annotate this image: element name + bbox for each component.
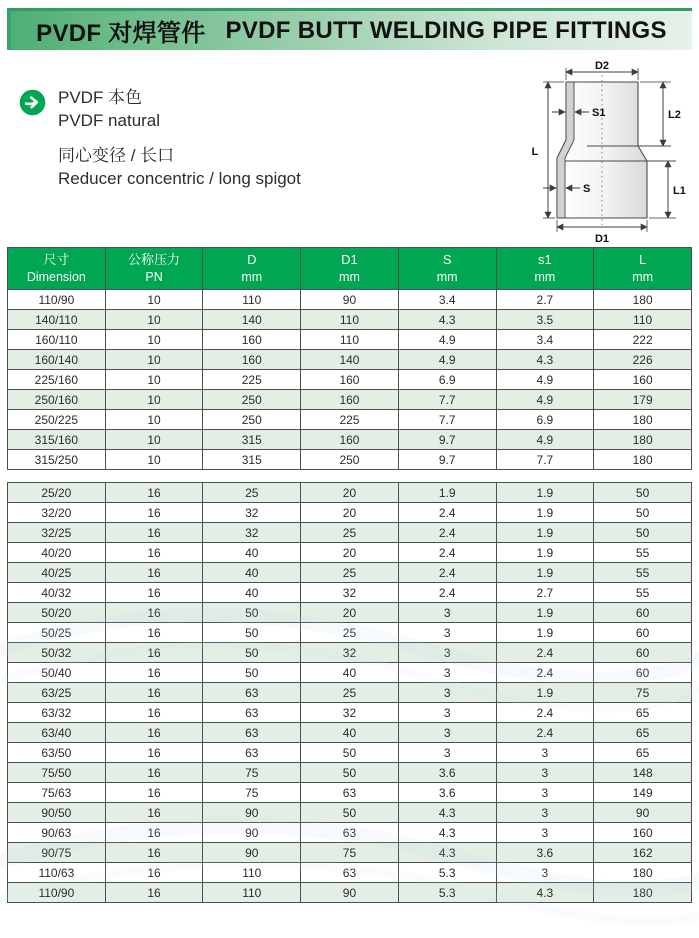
table-cell: 3.6 <box>398 783 496 803</box>
table-cell: 2.7 <box>496 583 594 603</box>
table-row <box>8 743 692 763</box>
table-cell: 10 <box>105 310 203 330</box>
table-cell: 10 <box>105 410 203 430</box>
table-cell: 55 <box>594 543 692 563</box>
table-cell: 40 <box>203 583 301 603</box>
table-row <box>8 823 692 843</box>
table-cell: 75/50 <box>8 763 106 783</box>
table-cell: 32/20 <box>8 503 106 523</box>
table-cell: 50/20 <box>8 603 106 623</box>
table-cell: 25 <box>301 623 399 643</box>
table-row <box>8 410 692 430</box>
dim-label-l1: L1 <box>673 185 686 197</box>
table-cell: 4.3 <box>398 823 496 843</box>
table-cell: 110 <box>594 310 692 330</box>
table-cell: 60 <box>594 623 692 643</box>
table-cell: 50 <box>203 603 301 623</box>
table-cell: 16 <box>105 703 203 723</box>
table-cell: 16 <box>105 643 203 663</box>
column-header-5: s1 mm <box>496 248 594 290</box>
product-intro-section <box>7 58 692 245</box>
table-cell: 3 <box>496 783 594 803</box>
table-cell: 4.3 <box>398 843 496 863</box>
table-cell: 315/160 <box>8 430 106 450</box>
table-row <box>8 290 692 310</box>
table-cell: 10 <box>105 430 203 450</box>
table-cell: 90 <box>203 843 301 863</box>
table-cell: 250/225 <box>8 410 106 430</box>
table-cell: 180 <box>594 290 692 310</box>
column-header-0: 尺寸 Dimension <box>8 248 106 290</box>
table-row <box>8 603 692 623</box>
table-cell: 3 <box>496 743 594 763</box>
table-cell: 250 <box>203 390 301 410</box>
table-cell: 63 <box>203 743 301 763</box>
table-cell: 4.3 <box>398 803 496 823</box>
table-row <box>8 430 692 450</box>
table-cell: 32 <box>301 703 399 723</box>
table-cell: 63 <box>301 823 399 843</box>
table-cell: 16 <box>105 663 203 683</box>
table-cell: 1.9 <box>398 483 496 503</box>
table-cell: 20 <box>301 543 399 563</box>
column-header-6: L mm <box>594 248 692 290</box>
table-cell: 160 <box>203 330 301 350</box>
column-header-4: S mm <box>398 248 496 290</box>
table-cell: 75/63 <box>8 783 106 803</box>
table-cell: 32 <box>203 503 301 523</box>
material-name-zh: PVDF 本色 <box>58 88 143 107</box>
table-cell: 162 <box>594 843 692 863</box>
table-cell: 65 <box>594 703 692 723</box>
table-cell: 16 <box>105 763 203 783</box>
table-cell: 110 <box>301 330 399 350</box>
table-row <box>8 643 692 663</box>
table-cell: 40 <box>203 563 301 583</box>
table-cell: 110 <box>203 290 301 310</box>
table-cell: 250 <box>301 450 399 470</box>
table-cell: 75 <box>203 783 301 803</box>
table-cell: 1.9 <box>496 503 594 523</box>
table-cell: 4.3 <box>496 350 594 370</box>
table-row <box>8 370 692 390</box>
table-row <box>8 783 692 803</box>
table-cell: 3 <box>496 863 594 883</box>
table-cell: 25 <box>203 483 301 503</box>
table-cell: 225 <box>301 410 399 430</box>
page-title-bar <box>7 8 692 50</box>
table-cell: 32 <box>301 583 399 603</box>
table-row <box>8 623 692 643</box>
table-cell: 16 <box>105 783 203 803</box>
table-cell: 4.3 <box>496 883 594 903</box>
table-cell: 3.5 <box>496 310 594 330</box>
table-cell: 4.9 <box>496 370 594 390</box>
table-row <box>8 663 692 683</box>
table-cell: 90/50 <box>8 803 106 823</box>
table-cell: 2.4 <box>398 583 496 603</box>
table-cell: 3 <box>398 603 496 623</box>
table-cell: 3.4 <box>398 290 496 310</box>
table-row <box>8 450 692 470</box>
table-cell: 140 <box>203 310 301 330</box>
table-row <box>8 310 692 330</box>
table-cell: 4.9 <box>398 350 496 370</box>
table-cell: 40/32 <box>8 583 106 603</box>
table-cell: 2.4 <box>496 703 594 723</box>
table-cell: 50/40 <box>8 663 106 683</box>
table-cell: 16 <box>105 483 203 503</box>
table-cell: 10 <box>105 370 203 390</box>
table-cell: 225/160 <box>8 370 106 390</box>
fitting-type-en: Reducer concentric / long spigot <box>58 169 301 188</box>
table-row <box>8 563 692 583</box>
table-cell: 25 <box>301 683 399 703</box>
table-cell: 32/25 <box>8 523 106 543</box>
column-header-3: D1 mm <box>301 248 399 290</box>
table-cell: 16 <box>105 743 203 763</box>
table-cell: 60 <box>594 663 692 683</box>
dim-label-d2: D2 <box>594 60 610 72</box>
table-cell: 40 <box>301 723 399 743</box>
table-cell: 110/90 <box>8 290 106 310</box>
table-cell: 25/20 <box>8 483 106 503</box>
table-cell: 90 <box>203 823 301 843</box>
table-cell: 4.9 <box>496 430 594 450</box>
material-name-en: PVDF natural <box>58 111 161 130</box>
dimension-tables <box>7 247 692 903</box>
pn16-dimension-table <box>7 482 692 903</box>
table-cell: 90 <box>203 803 301 823</box>
table-cell: 10 <box>105 390 203 410</box>
table-cell: 1.9 <box>496 683 594 703</box>
table-row <box>8 583 692 603</box>
table-cell: 90/75 <box>8 843 106 863</box>
table-cell: 50/25 <box>8 623 106 643</box>
table-cell: 20 <box>301 503 399 523</box>
table-cell: 180 <box>594 430 692 450</box>
table-cell: 50 <box>301 763 399 783</box>
table-cell: 2.4 <box>398 543 496 563</box>
reducer-technical-drawing <box>490 60 690 246</box>
table-cell: 179 <box>594 390 692 410</box>
catalog-page <box>0 8 699 938</box>
table-row <box>8 703 692 723</box>
table-row <box>8 390 692 410</box>
table-cell: 160/110 <box>8 330 106 350</box>
table-cell: 75 <box>301 843 399 863</box>
table-cell: 3.4 <box>496 330 594 350</box>
table-cell: 9.7 <box>398 430 496 450</box>
table-cell: 32 <box>203 523 301 543</box>
table-cell: 3 <box>398 723 496 743</box>
table-cell: 50 <box>594 483 692 503</box>
table-cell: 60 <box>594 643 692 663</box>
table-cell: 2.4 <box>496 723 594 743</box>
table-cell: 7.7 <box>496 450 594 470</box>
page-title-en: PVDF BUTT WELDING PIPE FITTINGS <box>225 16 667 44</box>
table-cell: 3 <box>496 763 594 783</box>
table-cell: 140/110 <box>8 310 106 330</box>
table-cell: 1.9 <box>496 623 594 643</box>
table-cell: 16 <box>105 683 203 703</box>
table-cell: 180 <box>594 883 692 903</box>
table-cell: 75 <box>594 683 692 703</box>
table-cell: 250/160 <box>8 390 106 410</box>
table-cell: 16 <box>105 503 203 523</box>
table-cell: 50 <box>594 523 692 543</box>
table-cell: 226 <box>594 350 692 370</box>
table-cell: 50/32 <box>8 643 106 663</box>
table-cell: 16 <box>105 803 203 823</box>
table-cell: 1.9 <box>496 523 594 543</box>
table-cell: 10 <box>105 330 203 350</box>
table-cell: 20 <box>301 483 399 503</box>
table-cell: 4.9 <box>496 390 594 410</box>
table-row <box>8 503 692 523</box>
dim-label-d1: D1 <box>594 233 610 245</box>
table-cell: 5.3 <box>398 883 496 903</box>
table-cell: 2.7 <box>496 290 594 310</box>
table-row <box>8 543 692 563</box>
table-cell: 315 <box>203 430 301 450</box>
table-cell: 315/250 <box>8 450 106 470</box>
table-cell: 2.4 <box>398 503 496 523</box>
table-cell: 50 <box>301 803 399 823</box>
table-cell: 63 <box>301 783 399 803</box>
table-cell: 180 <box>594 450 692 470</box>
table-cell: 3 <box>496 823 594 843</box>
dim-label-s1: S1 <box>592 107 606 119</box>
table-cell: 16 <box>105 543 203 563</box>
table-row <box>8 723 692 743</box>
table-cell: 50 <box>203 643 301 663</box>
table-cell: 16 <box>105 883 203 903</box>
table-cell: 180 <box>594 410 692 430</box>
table-cell: 65 <box>594 723 692 743</box>
table-row <box>8 843 692 863</box>
table-row <box>8 803 692 823</box>
table-cell: 63/25 <box>8 683 106 703</box>
table-cell: 5.3 <box>398 863 496 883</box>
table-cell: 90 <box>301 883 399 903</box>
table-cell: 40 <box>301 663 399 683</box>
table-cell: 3 <box>398 743 496 763</box>
table-section-gap <box>7 470 692 482</box>
table-row <box>8 350 692 370</box>
table-cell: 40/25 <box>8 563 106 583</box>
table-cell: 315 <box>203 450 301 470</box>
table-cell: 10 <box>105 350 203 370</box>
arrow-right-icon <box>19 89 46 116</box>
dim-label-s: S <box>583 183 591 195</box>
table-cell: 225 <box>203 370 301 390</box>
table-cell: 160 <box>301 390 399 410</box>
table-cell: 32 <box>301 643 399 663</box>
table-cell: 16 <box>105 863 203 883</box>
table-cell: 1.9 <box>496 543 594 563</box>
table-cell: 50 <box>301 743 399 763</box>
page-title-zh: PVDF 对焊管件 <box>36 20 206 47</box>
table-cell: 110 <box>203 863 301 883</box>
table-cell: 63/32 <box>8 703 106 723</box>
table-cell: 148 <box>594 763 692 783</box>
table-cell: 4.9 <box>398 330 496 350</box>
table-cell: 60 <box>594 603 692 623</box>
table-row <box>8 763 692 783</box>
table-cell: 140 <box>301 350 399 370</box>
table-cell: 55 <box>594 563 692 583</box>
table-cell: 50 <box>594 503 692 523</box>
table-cell: 3.6 <box>496 843 594 863</box>
table-cell: 9.7 <box>398 450 496 470</box>
table-cell: 250 <box>203 410 301 430</box>
table-row <box>8 330 692 350</box>
table-cell: 63 <box>301 863 399 883</box>
fitting-type-zh: 同心变径 / 长口 <box>58 146 175 165</box>
table-cell: 65 <box>594 743 692 763</box>
table-cell: 16 <box>105 823 203 843</box>
table-cell: 110/90 <box>8 883 106 903</box>
table-cell: 3 <box>398 703 496 723</box>
table-cell: 2.4 <box>398 523 496 543</box>
table-cell: 63 <box>203 723 301 743</box>
table-cell: 2.4 <box>496 643 594 663</box>
table-cell: 3 <box>398 663 496 683</box>
table-cell: 110 <box>203 883 301 903</box>
table-row <box>8 483 692 503</box>
table-cell: 7.7 <box>398 410 496 430</box>
table-cell: 90 <box>594 803 692 823</box>
table-row <box>8 523 692 543</box>
dim-label-l: L <box>531 146 539 158</box>
table-cell: 63/40 <box>8 723 106 743</box>
table-cell: 110/63 <box>8 863 106 883</box>
table-cell: 16 <box>105 583 203 603</box>
table-cell: 16 <box>105 623 203 643</box>
table-cell: 50 <box>203 623 301 643</box>
table-cell: 160 <box>301 430 399 450</box>
table-cell: 40 <box>203 543 301 563</box>
table-cell: 90/63 <box>8 823 106 843</box>
column-header-1: 公称压力 PN <box>105 248 203 290</box>
table-cell: 3 <box>398 643 496 663</box>
table-cell: 222 <box>594 330 692 350</box>
table-cell: 4.3 <box>398 310 496 330</box>
dim-label-l2: L2 <box>668 109 681 121</box>
table-cell: 40/20 <box>8 543 106 563</box>
table-header <box>8 248 692 290</box>
table-cell: 25 <box>301 523 399 543</box>
table-cell: 16 <box>105 843 203 863</box>
table-cell: 2.4 <box>496 663 594 683</box>
table-cell: 16 <box>105 563 203 583</box>
table-cell: 55 <box>594 583 692 603</box>
table-cell: 10 <box>105 450 203 470</box>
table-cell: 3 <box>398 683 496 703</box>
table-cell: 180 <box>594 863 692 883</box>
table-cell: 110 <box>301 310 399 330</box>
table-cell: 1.9 <box>496 603 594 623</box>
table-cell: 6.9 <box>496 410 594 430</box>
table-cell: 1.9 <box>496 563 594 583</box>
table-cell: 1.9 <box>496 483 594 503</box>
table-cell: 7.7 <box>398 390 496 410</box>
table-cell: 10 <box>105 290 203 310</box>
table-cell: 160 <box>594 823 692 843</box>
table-cell: 160 <box>594 370 692 390</box>
table-cell: 63/50 <box>8 743 106 763</box>
table-cell: 25 <box>301 563 399 583</box>
table-cell: 16 <box>105 523 203 543</box>
table-cell: 6.9 <box>398 370 496 390</box>
table-cell: 63 <box>203 683 301 703</box>
pn10-dimension-table <box>7 247 692 470</box>
table-cell: 90 <box>301 290 399 310</box>
table-cell: 3 <box>496 803 594 823</box>
table-cell: 3.6 <box>398 763 496 783</box>
table-cell: 75 <box>203 763 301 783</box>
table-cell: 3 <box>398 623 496 643</box>
table-cell: 16 <box>105 723 203 743</box>
table-row <box>8 863 692 883</box>
table-cell: 63 <box>203 703 301 723</box>
table-row <box>8 883 692 903</box>
table-row <box>8 683 692 703</box>
table-cell: 160 <box>301 370 399 390</box>
table-cell: 50 <box>203 663 301 683</box>
table-cell: 160 <box>203 350 301 370</box>
table-cell: 20 <box>301 603 399 623</box>
table-cell: 149 <box>594 783 692 803</box>
table-cell: 2.4 <box>398 563 496 583</box>
column-header-2: D mm <box>203 248 301 290</box>
table-cell: 160/140 <box>8 350 106 370</box>
table-cell: 16 <box>105 603 203 623</box>
